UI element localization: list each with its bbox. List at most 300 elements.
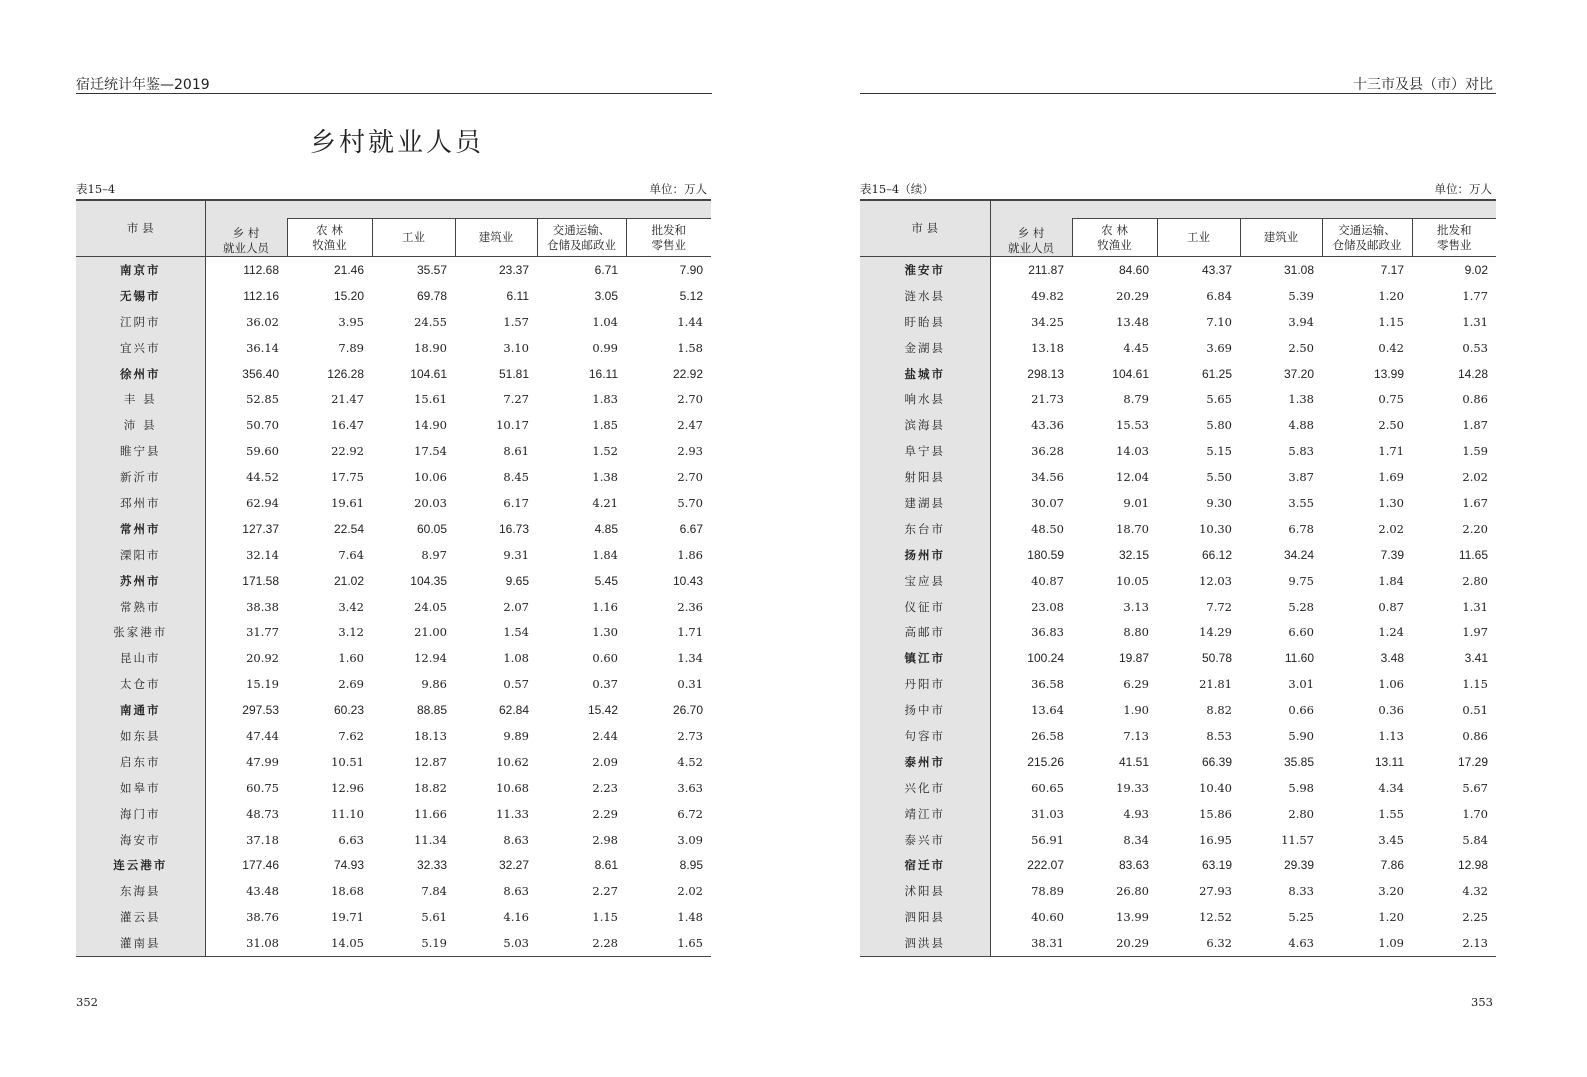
cell-transport: 13.11 [1374,754,1404,769]
cell-industry: 5.50 [1206,470,1232,485]
table-row [860,412,1496,438]
table-meta [76,181,711,197]
header-spacer [1072,200,1496,219]
cell-total: 43.48 [246,884,279,899]
cell-trade: 2.20 [1462,521,1488,536]
cell-agriculture: 1.90 [1123,703,1149,718]
cell-industry: 5.61 [421,910,447,925]
cell-agriculture: 3.13 [1123,599,1149,614]
cell-trade: 3.63 [677,780,703,795]
row-county-name: 靖江市 [860,801,990,827]
cell-agriculture: 21.47 [331,392,364,407]
cell-total: 32.14 [246,547,279,562]
cell-transport: 0.87 [1378,599,1404,614]
cell-construction: 0.66 [1288,703,1314,718]
cell-transport: 3.05 [594,288,618,303]
row-county-name: 东海县 [76,878,205,904]
cell-trade: 1.86 [677,547,703,562]
cell-industry: 8.82 [1206,703,1232,718]
row-county-name: 沛 县 [76,412,205,438]
cell-total: 15.19 [246,677,279,692]
column-header-agriculture: 农 林 牧渔业 [1072,219,1157,257]
row-county-name: 常熟市 [76,594,205,620]
cell-trade: 1.97 [1462,625,1488,640]
cell-industry: 5.65 [1206,392,1232,407]
table-row [76,361,711,387]
cell-total: 112.16 [243,288,279,303]
table-row [76,412,711,438]
cell-industry: 24.55 [414,314,447,329]
cell-transport: 0.42 [1378,340,1404,355]
cell-total: 60.75 [246,780,279,795]
cell-total: 36.83 [1031,625,1064,640]
cell-total: 36.58 [1031,677,1064,692]
cell-industry: 17.54 [414,444,447,459]
table-row [860,619,1496,645]
cell-construction: 1.08 [503,651,529,666]
cell-industry: 5.80 [1206,418,1232,433]
cell-construction: 16.73 [498,521,529,536]
cell-construction: 8.45 [503,470,529,485]
table-row [860,801,1496,827]
cell-total: 20.92 [246,651,279,666]
cell-industry: 8.53 [1206,728,1232,743]
cell-transport: 1.24 [1378,625,1404,640]
cell-transport: 1.52 [592,444,618,459]
column-header-agriculture: 农 林 牧渔业 [287,219,372,257]
cell-industry: 27.93 [1199,884,1232,899]
cell-transport: 1.16 [592,599,618,614]
cell-total: 40.60 [1031,910,1064,925]
table-row [76,386,711,412]
cell-construction: 5.39 [1288,288,1314,303]
cell-trade: 2.47 [677,418,703,433]
cell-trade: 8.95 [679,858,703,873]
cell-total: 222.07 [1027,858,1064,873]
cell-trade: 2.73 [677,728,703,743]
cell-agriculture: 41.51 [1118,754,1149,769]
column-header-county: 市 县 [76,200,205,257]
cell-total: 52.85 [246,392,279,407]
row-county-name: 涟水县 [860,283,990,309]
row-county-name: 东台市 [860,516,990,542]
cell-transport: 2.23 [592,780,618,795]
cell-transport: 4.34 [1378,780,1404,795]
cell-industry: 18.90 [414,340,447,355]
cell-agriculture: 4.93 [1123,806,1149,821]
cell-trade: 1.58 [677,340,703,355]
cell-industry: 6.32 [1206,936,1232,951]
cell-total: 100.24 [1027,651,1064,666]
row-county-name: 灌云县 [76,904,205,930]
cell-agriculture: 17.75 [331,470,364,485]
cell-trade: 3.09 [677,832,703,847]
cell-construction: 11.33 [496,806,529,821]
cell-construction: 8.63 [503,884,529,899]
cell-construction: 4.88 [1288,418,1314,433]
cell-agriculture: 22.92 [331,444,364,459]
cell-agriculture: 8.34 [1123,832,1149,847]
cell-construction: 3.87 [1288,470,1314,485]
cell-agriculture: 19.33 [1116,780,1149,795]
row-county-name: 宝应县 [860,568,990,594]
cell-agriculture: 13.99 [1116,910,1149,925]
cell-construction: 5.83 [1288,444,1314,459]
row-county-name: 射阳县 [860,464,990,490]
cell-industry: 3.69 [1206,340,1232,355]
row-county-name: 盱眙县 [860,309,990,335]
table-row [76,852,711,878]
table-row [76,516,711,542]
table-row [76,283,711,309]
page-title: 乡村就业人员 [309,128,484,158]
cell-transport: 0.37 [592,677,618,692]
cell-industry: 14.29 [1199,625,1232,640]
cell-total: 23.08 [1031,599,1064,614]
cell-industry: 21.81 [1199,677,1232,692]
employment-table-continued [860,199,1496,957]
cell-trade: 0.86 [1462,392,1488,407]
row-county-name: 淮安市 [860,257,990,283]
cell-total: 50.70 [246,418,279,433]
row-county-name: 溧阳市 [76,542,205,568]
column-header-county: 市 县 [860,200,990,257]
row-county-name: 常州市 [76,516,205,542]
table-row [76,490,711,516]
table-row [860,878,1496,904]
cell-transport: 1.20 [1378,288,1404,303]
cell-construction: 51.81 [498,366,529,381]
cell-construction: 6.11 [506,288,529,303]
cell-industry: 11.34 [414,832,447,847]
cell-total: 177.46 [242,858,279,873]
cell-total: 211.87 [1028,262,1064,277]
cell-construction: 8.33 [1288,884,1314,899]
column-header-trade: 批发和 零售业 [1412,219,1496,257]
cell-agriculture: 3.12 [338,625,364,640]
cell-total: 38.38 [246,599,279,614]
cell-trade: 1.44 [677,314,703,329]
cell-trade: 2.02 [1462,470,1488,485]
cell-industry: 8.97 [421,547,447,562]
column-header-industry: 工业 [372,219,455,257]
cell-total: 47.99 [246,754,279,769]
row-county-name: 无锡市 [76,283,205,309]
cell-construction: 0.57 [503,677,529,692]
cell-industry: 66.12 [1201,547,1232,562]
table-row [860,723,1496,749]
cell-total: 30.07 [1031,495,1064,510]
cell-transport: 1.20 [1378,910,1404,925]
cell-trade: 1.59 [1462,444,1488,459]
cell-total: 49.82 [1031,288,1064,303]
cell-transport: 1.13 [1378,728,1404,743]
cell-construction: 6.17 [503,495,529,510]
cell-industry: 24.05 [414,599,447,614]
cell-industry: 63.19 [1201,858,1232,873]
cell-construction: 2.80 [1288,806,1314,821]
cell-total: 21.73 [1031,392,1064,407]
cell-trade: 17.29 [1457,754,1488,769]
left-page [0,0,793,1077]
cell-construction: 5.98 [1288,780,1314,795]
running-header: 十三市及县（市）对比 [1353,77,1493,93]
cell-agriculture: 10.51 [331,754,364,769]
row-county-name: 南京市 [76,257,205,283]
cell-industry: 10.30 [1199,521,1232,536]
cell-trade: 0.51 [1462,703,1488,718]
cell-construction: 5.25 [1288,910,1314,925]
cell-trade: 1.71 [677,625,703,640]
table-row [860,852,1496,878]
cell-trade: 2.02 [677,884,703,899]
cell-trade: 3.41 [1464,651,1488,666]
cell-construction: 4.63 [1288,936,1314,951]
cell-industry: 10.40 [1199,780,1232,795]
cell-agriculture: 15.53 [1116,418,1149,433]
cell-agriculture: 6.63 [338,832,364,847]
cell-agriculture: 1.60 [338,651,364,666]
table-row [860,335,1496,361]
cell-industry: 5.19 [421,936,447,951]
table-row [860,257,1496,283]
cell-agriculture: 3.95 [338,314,364,329]
table-row [76,309,711,335]
cell-trade: 14.28 [1457,366,1488,381]
cell-trade: 1.77 [1462,288,1488,303]
table-row [76,904,711,930]
table-row [860,827,1496,853]
cell-total: 180.59 [1027,547,1064,562]
cell-total: 38.31 [1031,936,1064,951]
cell-construction: 29.39 [1283,858,1314,873]
cell-industry: 10.06 [414,470,447,485]
cell-industry: 43.37 [1201,262,1232,277]
table-row [76,878,711,904]
cell-agriculture: 20.29 [1116,936,1149,951]
cell-construction: 8.63 [503,832,529,847]
cell-transport: 1.30 [1378,495,1404,510]
cell-transport: 1.38 [592,470,618,485]
cell-construction: 23.37 [498,262,529,277]
table-row [860,645,1496,671]
column-header-transport: 交通运输、 仓储及邮政业 [1322,219,1412,257]
cell-total: 47.44 [246,728,279,743]
cell-transport: 3.48 [1380,651,1404,666]
table-row [76,464,711,490]
cell-trade: 2.36 [677,599,703,614]
row-county-name: 沭阳县 [860,878,990,904]
cell-agriculture: 2.69 [338,677,364,692]
cell-transport: 0.36 [1378,703,1404,718]
cell-trade: 1.34 [677,651,703,666]
cell-agriculture: 12.04 [1116,470,1149,485]
cell-total: 62.94 [246,495,279,510]
table-row [860,904,1496,930]
table-row [76,827,711,853]
cell-total: 34.25 [1031,314,1064,329]
cell-total: 112.68 [243,262,279,277]
cell-transport: 1.15 [1378,314,1404,329]
cell-industry: 7.84 [421,884,447,899]
table-number: 表15–4（续） [860,182,934,196]
cell-industry: 5.15 [1206,444,1232,459]
column-header-construction: 建筑业 [1240,219,1322,257]
cell-industry: 9.86 [421,677,447,692]
cell-agriculture: 7.89 [338,340,364,355]
cell-construction: 1.38 [1288,392,1314,407]
table-number: 表15–4 [76,182,116,196]
cell-agriculture: 22.54 [333,521,364,536]
cell-construction: 10.68 [496,780,529,795]
right-page [793,0,1587,1077]
cell-trade: 1.31 [1462,599,1488,614]
cell-trade: 5.12 [679,288,703,303]
cell-industry: 12.94 [414,651,447,666]
cell-construction: 3.94 [1288,314,1314,329]
cell-trade: 1.67 [1462,495,1488,510]
cell-trade: 6.67 [679,521,703,536]
cell-total: 44.52 [246,470,279,485]
cell-agriculture: 21.02 [333,573,364,588]
cell-transport: 1.04 [592,314,618,329]
cell-construction: 37.20 [1283,366,1314,381]
table-row [76,723,711,749]
row-county-name: 宿迁市 [860,852,990,878]
row-county-name: 泰州市 [860,749,990,775]
cell-transport: 1.83 [592,392,618,407]
cell-agriculture: 126.28 [327,366,364,381]
table-row [860,283,1496,309]
table-row [860,594,1496,620]
cell-industry: 12.52 [1199,910,1232,925]
row-county-name: 泰兴市 [860,827,990,853]
row-county-name: 海安市 [76,827,205,853]
table-row [860,386,1496,412]
cell-agriculture: 26.80 [1116,884,1149,899]
table-row [860,309,1496,335]
cell-construction: 6.78 [1288,521,1314,536]
row-county-name: 如皋市 [76,775,205,801]
row-county-name: 丹阳市 [860,671,990,697]
cell-construction: 5.90 [1288,728,1314,743]
cell-transport: 0.99 [592,340,618,355]
row-county-name: 徐州市 [76,361,205,387]
cell-industry: 18.13 [414,728,447,743]
cell-construction: 3.55 [1288,495,1314,510]
row-county-name: 灌南县 [76,930,205,956]
cell-agriculture: 15.20 [333,288,364,303]
cell-transport: 7.17 [1380,262,1404,277]
table-unit: 单位：万人 [1434,182,1492,196]
cell-total: 36.14 [246,340,279,355]
cell-trade: 0.86 [1462,728,1488,743]
table-row [76,594,711,620]
cell-industry: 61.25 [1201,366,1232,381]
cell-total: 26.58 [1031,728,1064,743]
cell-agriculture: 19.61 [331,495,364,510]
table-row [860,671,1496,697]
cell-trade: 5.84 [1462,832,1488,847]
table-row [860,361,1496,387]
cell-agriculture: 3.42 [338,599,364,614]
cell-total: 48.73 [246,806,279,821]
row-county-name: 连云港市 [76,852,205,878]
row-county-name: 启东市 [76,749,205,775]
row-county-name: 高邮市 [860,619,990,645]
row-county-name: 滨海县 [860,412,990,438]
cell-construction: 9.65 [505,573,529,588]
cell-transport: 1.09 [1378,936,1404,951]
cell-agriculture: 18.70 [1116,521,1149,536]
row-county-name: 泗阳县 [860,904,990,930]
cell-total: 13.64 [1031,703,1064,718]
cell-total: 298.13 [1027,366,1064,381]
cell-agriculture: 32.15 [1118,547,1149,562]
row-county-name: 扬州市 [860,542,990,568]
cell-total: 37.18 [246,832,279,847]
cell-construction: 10.62 [496,754,529,769]
row-county-name: 江阴市 [76,309,205,335]
cell-industry: 60.05 [416,521,447,536]
cell-transport: 1.69 [1378,470,1404,485]
cell-construction: 11.57 [1281,832,1314,847]
table-row [860,464,1496,490]
row-county-name: 睢宁县 [76,438,205,464]
row-county-name: 兴化市 [860,775,990,801]
cell-total: 127.37 [242,521,279,536]
cell-industry: 50.78 [1201,651,1232,666]
cell-transport: 0.75 [1378,392,1404,407]
row-county-name: 新沂市 [76,464,205,490]
cell-construction: 6.60 [1288,625,1314,640]
cell-transport: 2.50 [1378,418,1404,433]
cell-transport: 16.11 [588,366,618,381]
cell-trade: 4.52 [677,754,703,769]
cell-agriculture: 14.05 [331,936,364,951]
table-row [76,568,711,594]
cell-total: 48.50 [1031,521,1064,536]
cell-total: 40.87 [1031,573,1064,588]
cell-trade: 11.65 [1458,547,1488,562]
cell-construction: 5.28 [1288,599,1314,614]
cell-industry: 66.39 [1201,754,1232,769]
cell-transport: 2.27 [592,884,618,899]
row-county-name: 阜宁县 [860,438,990,464]
cell-agriculture: 9.01 [1123,495,1149,510]
cell-transport: 1.84 [592,547,618,562]
cell-agriculture: 4.45 [1123,340,1149,355]
running-header: 宿迁统计年鉴—2019 [76,77,210,93]
cell-total: 43.36 [1031,418,1064,433]
cell-agriculture: 20.29 [1116,288,1149,303]
cell-transport: 2.29 [592,806,618,821]
table-row [860,749,1496,775]
table-row [76,438,711,464]
cell-trade: 2.70 [677,392,703,407]
column-header-total: 乡 村 就业人员 [205,200,287,257]
cell-trade: 0.53 [1462,340,1488,355]
cell-trade: 2.25 [1462,910,1488,925]
cell-industry: 11.66 [414,806,447,821]
cell-agriculture: 7.13 [1123,728,1149,743]
cell-trade: 26.70 [672,703,703,718]
table-row [76,801,711,827]
cell-trade: 10.43 [672,573,703,588]
row-county-name: 响水县 [860,386,990,412]
cell-trade: 9.02 [1464,262,1488,277]
header-rule [76,93,712,94]
